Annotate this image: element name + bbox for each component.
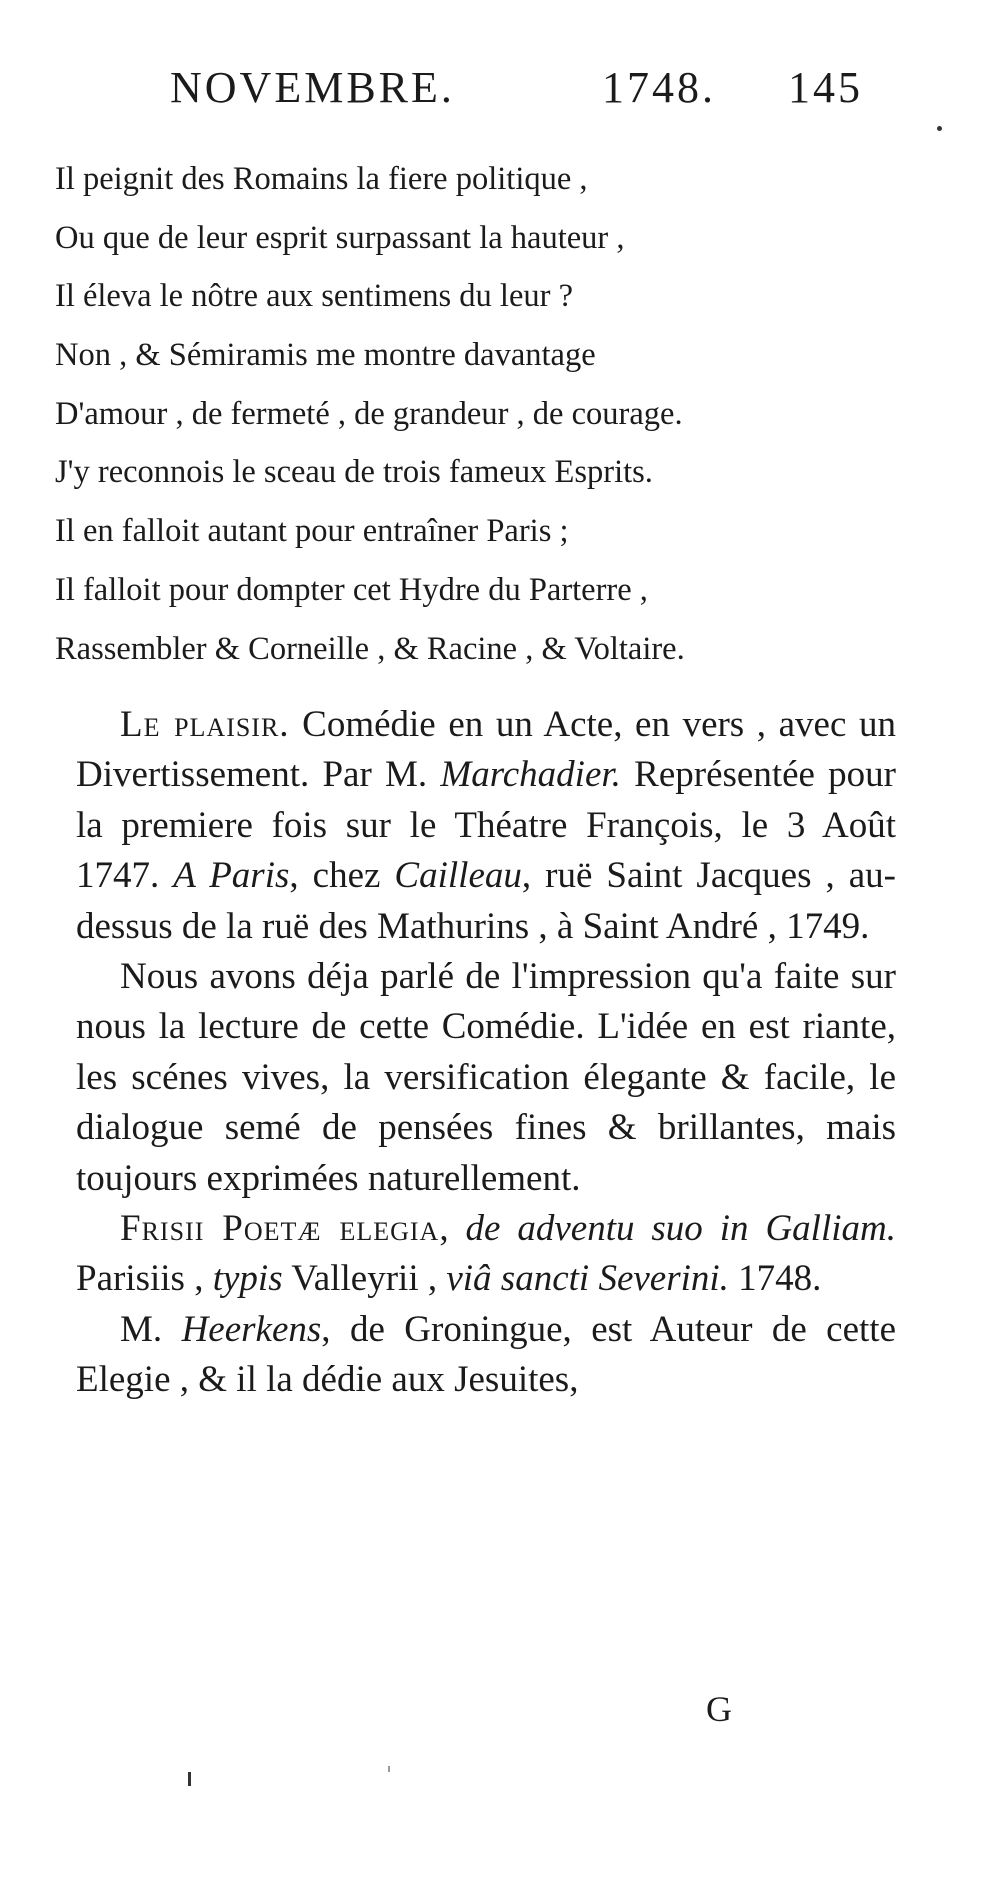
ink-speck [388, 1766, 390, 1772]
verse-line: Il peignit des Romains la fiere politique , [55, 161, 588, 197]
ink-speck [188, 1772, 191, 1786]
verse-line: Non , & Sémiramis me montre davantage [55, 337, 596, 374]
entry-review: Nous avons déja parlé de l'impression qu'a faite sur nous la lecture de cette Comédie. L'idée en est riante, les scénes vives, la versification élegante & facile, le dialogue semé de pensées fines & brillantes, mais toujours exprimées naturellement. [76, 956, 896, 1199]
verse-block [55, 150, 935, 678]
verse-line: D'amour , de fermeté , de grandeur , de courage. [55, 395, 683, 432]
entry-place: A Paris [173, 855, 290, 897]
entry-author: Heerkens [181, 1308, 322, 1350]
entry-author: Marchadier. [440, 754, 621, 796]
verse-line: Rassembler & Corneille , & Racine , & Voltaire. [55, 630, 685, 667]
entry-le-plaisir: Le plaisir. Comédie en un Acte, en vers , avec un Divertissement. Par M. Marchadier. Représentée pour la premiere fois sur le Théatre François, le 3 Août 1747. A Paris, chez Cailleau, ruë Saint Jacques , au-dessus de la ruë des Mathurins , à Saint André , 1749. [76, 704, 896, 947]
entry-subtitle: de adventu suo in Galliam. [465, 1208, 896, 1250]
entry-street: viâ sancti Severini. [446, 1258, 729, 1300]
entry-frisii-elegia: Frisii Poetæ elegia, de adventu suo in Galliam. Parisiis , typis Valleyrii , viâ sancti Severini. 1748. [76, 1208, 896, 1300]
verse-line: J'y reconnois le sceau de trois fameux Esprits. [55, 454, 653, 491]
page-number: 145 [788, 63, 863, 112]
entry-publisher: Cailleau [394, 855, 522, 897]
entry-review: M. Heerkens, de Groningue, est Auteur de cette Elegie , & il la dédie aux Jesuites, [76, 1308, 897, 1401]
verse-line: Il en falloit autant pour entraîner Paris ; [55, 513, 569, 550]
entry-title: Frisii Poetæ elegia [120, 1208, 440, 1250]
verse-line: Ou que de leur esprit surpassant la hauteur , [55, 219, 625, 256]
header-year: 1748. [602, 63, 716, 112]
entry-title: Le plaisir. [120, 704, 290, 745]
verse-line: Il falloit pour dompter cet Hydre du Parterre , [55, 571, 648, 608]
catchword: G [706, 1689, 732, 1729]
verse-line: Il éleva le nôtre aux sentimens du leur ? [55, 278, 574, 315]
header-month: NOVEMBRE. [170, 63, 455, 112]
prose-block [76, 700, 896, 1406]
running-header [170, 62, 890, 122]
ink-speck [937, 126, 942, 131]
entry-typis: typis [212, 1258, 283, 1300]
